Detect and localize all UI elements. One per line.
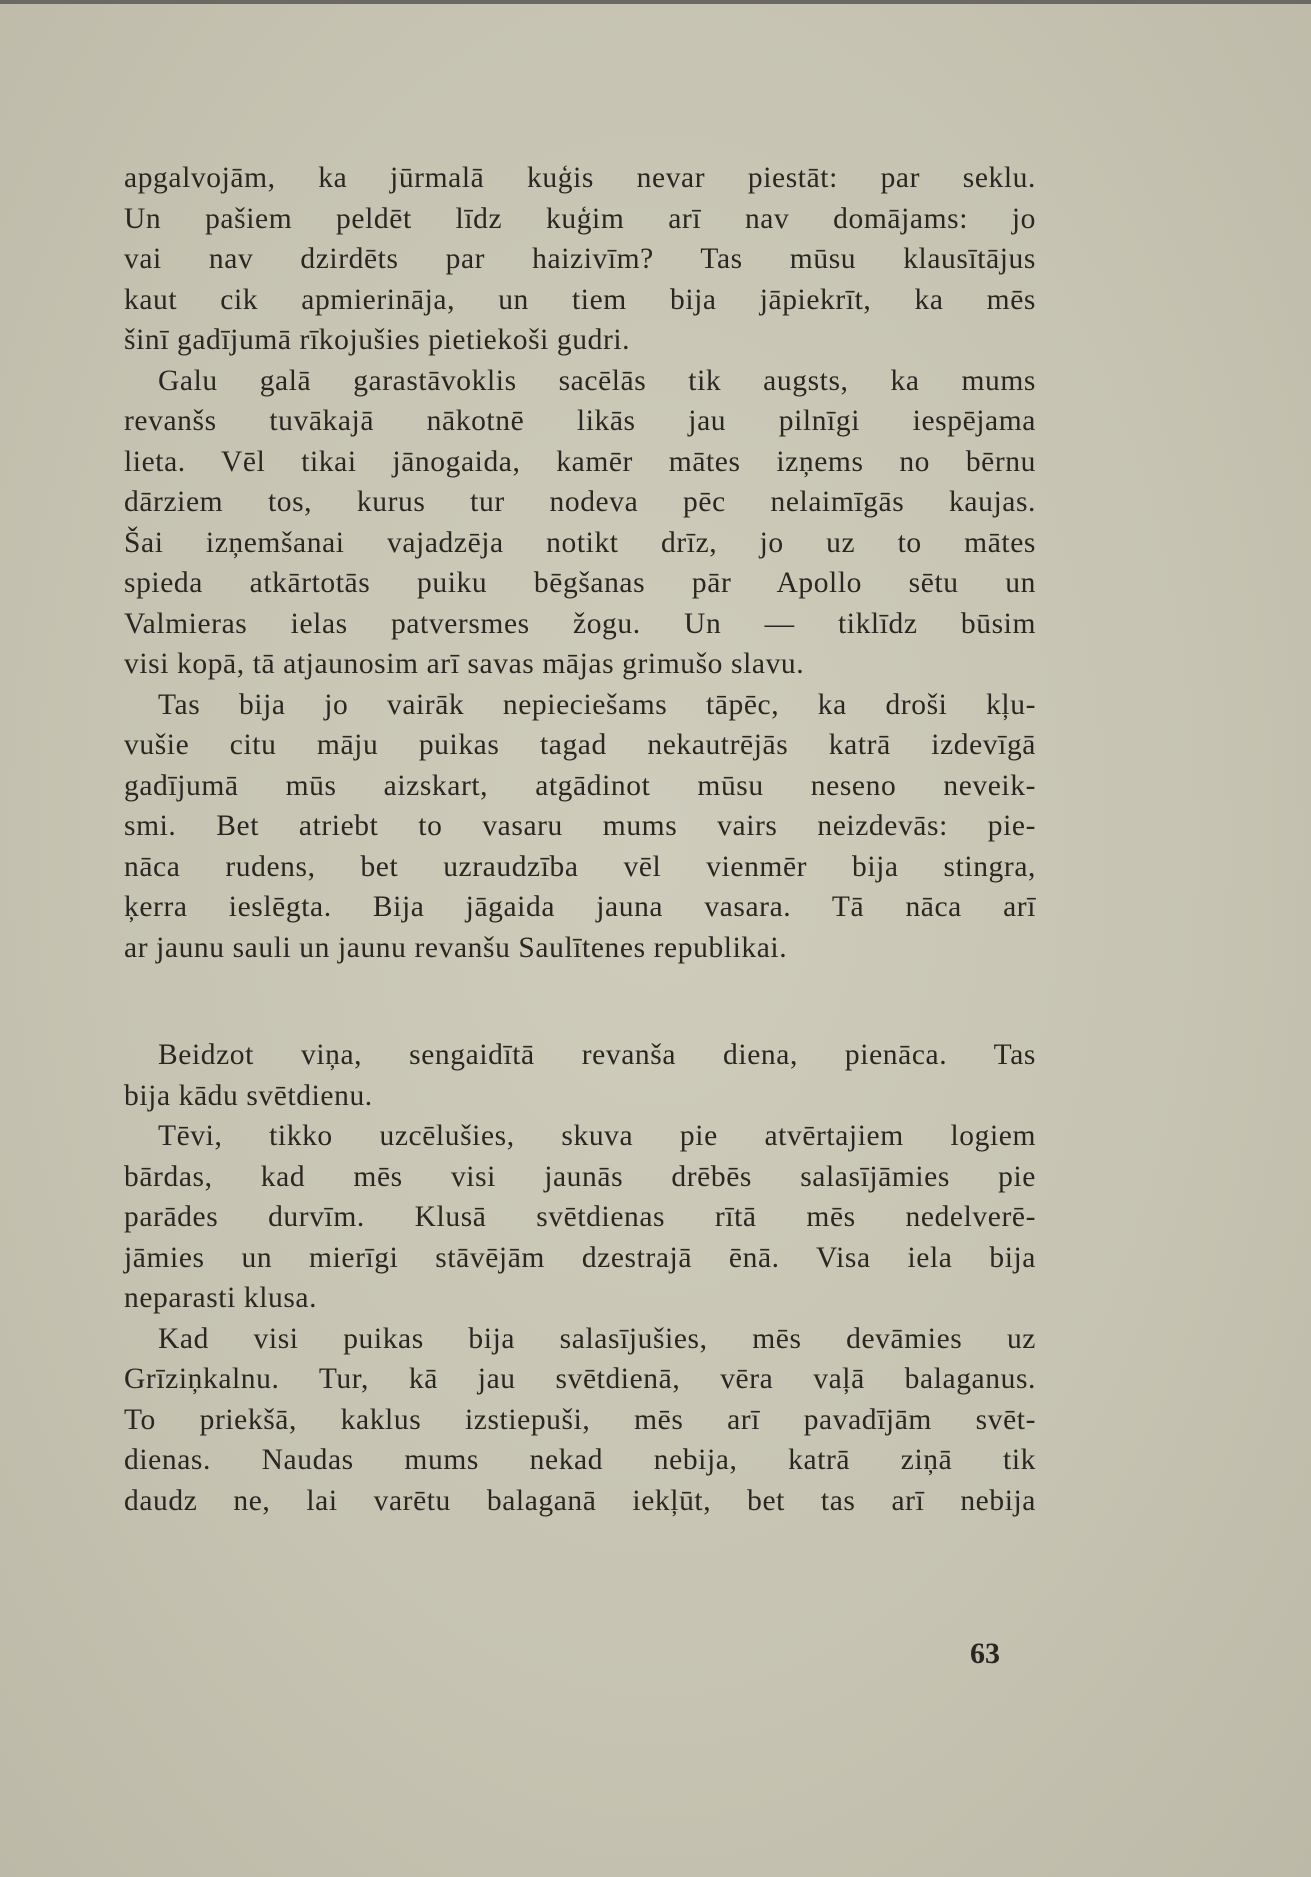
page-top-edge bbox=[0, 0, 1311, 4]
text-line: apgalvojām, ka jūrmalā kuģis nevar piestāt: par seklu. bbox=[124, 162, 1036, 194]
text-section-1 bbox=[124, 158, 1036, 968]
text-line: lieta. Vēl tikai jānogaida, kamēr mātes izņems no bērnu bbox=[124, 445, 1036, 478]
text-line: bija kādu svētdienu. bbox=[124, 1079, 373, 1112]
text-line: Šai izņemšanai vajadzēja notikt drīz, jo uz to mātes bbox=[124, 526, 1036, 559]
text-line: vai nav dzirdēts par haizivīm? Tas mūsu klausītājus bbox=[124, 243, 1036, 275]
text-line: bārdas, kad mēs visi jaunās drēbēs salasījāmies pie bbox=[124, 1160, 1036, 1193]
text-line: nāca rudens, bet uzraudzība vēl vienmēr bija stingra, bbox=[124, 850, 1036, 883]
text-line: vušie citu māju puikas tagad nekautrējās katrā izdevīgā bbox=[124, 729, 1036, 761]
text-line: To priekšā, kaklus izstiepuši, mēs arī pavadījām svēt- bbox=[124, 1403, 1036, 1436]
text-line: Grīziņkalnu. Tur, kā jau svētdienā, vēra vaļā balaganus. bbox=[124, 1363, 1036, 1395]
text-line: šinī gadījumā rīkojušies pietiekoši gudri. bbox=[124, 324, 631, 356]
text-line: Valmieras ielas patversmes žogu. Un — tiklīdz būsim bbox=[124, 607, 1036, 640]
text-line: Tas bija jo vairāk nepieciešams tāpēc, ka droši kļu- bbox=[158, 688, 1036, 721]
text-line: gadījumā mūs aizskart, atgādinot mūsu neseno neveik- bbox=[124, 769, 1036, 802]
text-line: Un pašiem peldēt līdz kuģim arī nav domājams: jo bbox=[124, 202, 1036, 235]
text-line: smi. Bet atriebt to vasaru mums vairs neizdevās: pie- bbox=[124, 810, 1036, 842]
text-line: Kad visi puikas bija salasījušies, mēs devāmies uz bbox=[158, 1322, 1036, 1355]
text-line: Galu galā garastāvoklis sacēlās tik augsts, ka mums bbox=[158, 364, 1036, 397]
text-section-2 bbox=[124, 1035, 1036, 1521]
text-line: dienas. Naudas mums nekad nebija, katrā ziņā tik bbox=[124, 1444, 1036, 1476]
body-text bbox=[124, 158, 1036, 1521]
text-line: dārziem tos, kurus tur nodeva pēc nelaimīgās kaujas. bbox=[124, 486, 1036, 518]
section-break bbox=[124, 968, 1036, 1035]
text-line: Tēvi, tikko uzcēlušies, skuva pie atvērtajiem logiem bbox=[158, 1120, 1036, 1152]
text-line: daudz ne, lai varētu balaganā iekļūt, bet tas arī nebija bbox=[124, 1484, 1036, 1517]
text-line: Beidzot viņa, sengaidītā revanša diena, pienāca. Tas bbox=[158, 1039, 1036, 1071]
text-line: visi kopā, tā atjaunosim arī savas mājas grimušo slavu. bbox=[124, 648, 805, 680]
text-line: jāmies un mierīgi stāvējām dzestrajā ēnā. Visa iela bija bbox=[124, 1241, 1036, 1274]
text-line: kaut cik apmierināja, un tiem bija jāpiekrīt, ka mēs bbox=[124, 283, 1036, 316]
text-line: spieda atkārtotās puiku bēgšanas pār Apollo sētu un bbox=[124, 567, 1036, 599]
text-line: revanšs tuvākajā nākotnē likās jau pilnīgi iespējama bbox=[124, 405, 1036, 437]
text-line: parādes durvīm. Klusā svētdienas rītā mēs nedelverē- bbox=[124, 1201, 1036, 1233]
text-line: ar jaunu sauli un jaunu revanšu Saulītenes republikai. bbox=[124, 931, 788, 964]
text-line: ķerra ieslēgta. Bija jāgaida jauna vasara. Tā nāca arī bbox=[124, 891, 1036, 923]
page-number: 63 bbox=[970, 1637, 1000, 1670]
text-line: neparasti klusa. bbox=[124, 1282, 318, 1314]
